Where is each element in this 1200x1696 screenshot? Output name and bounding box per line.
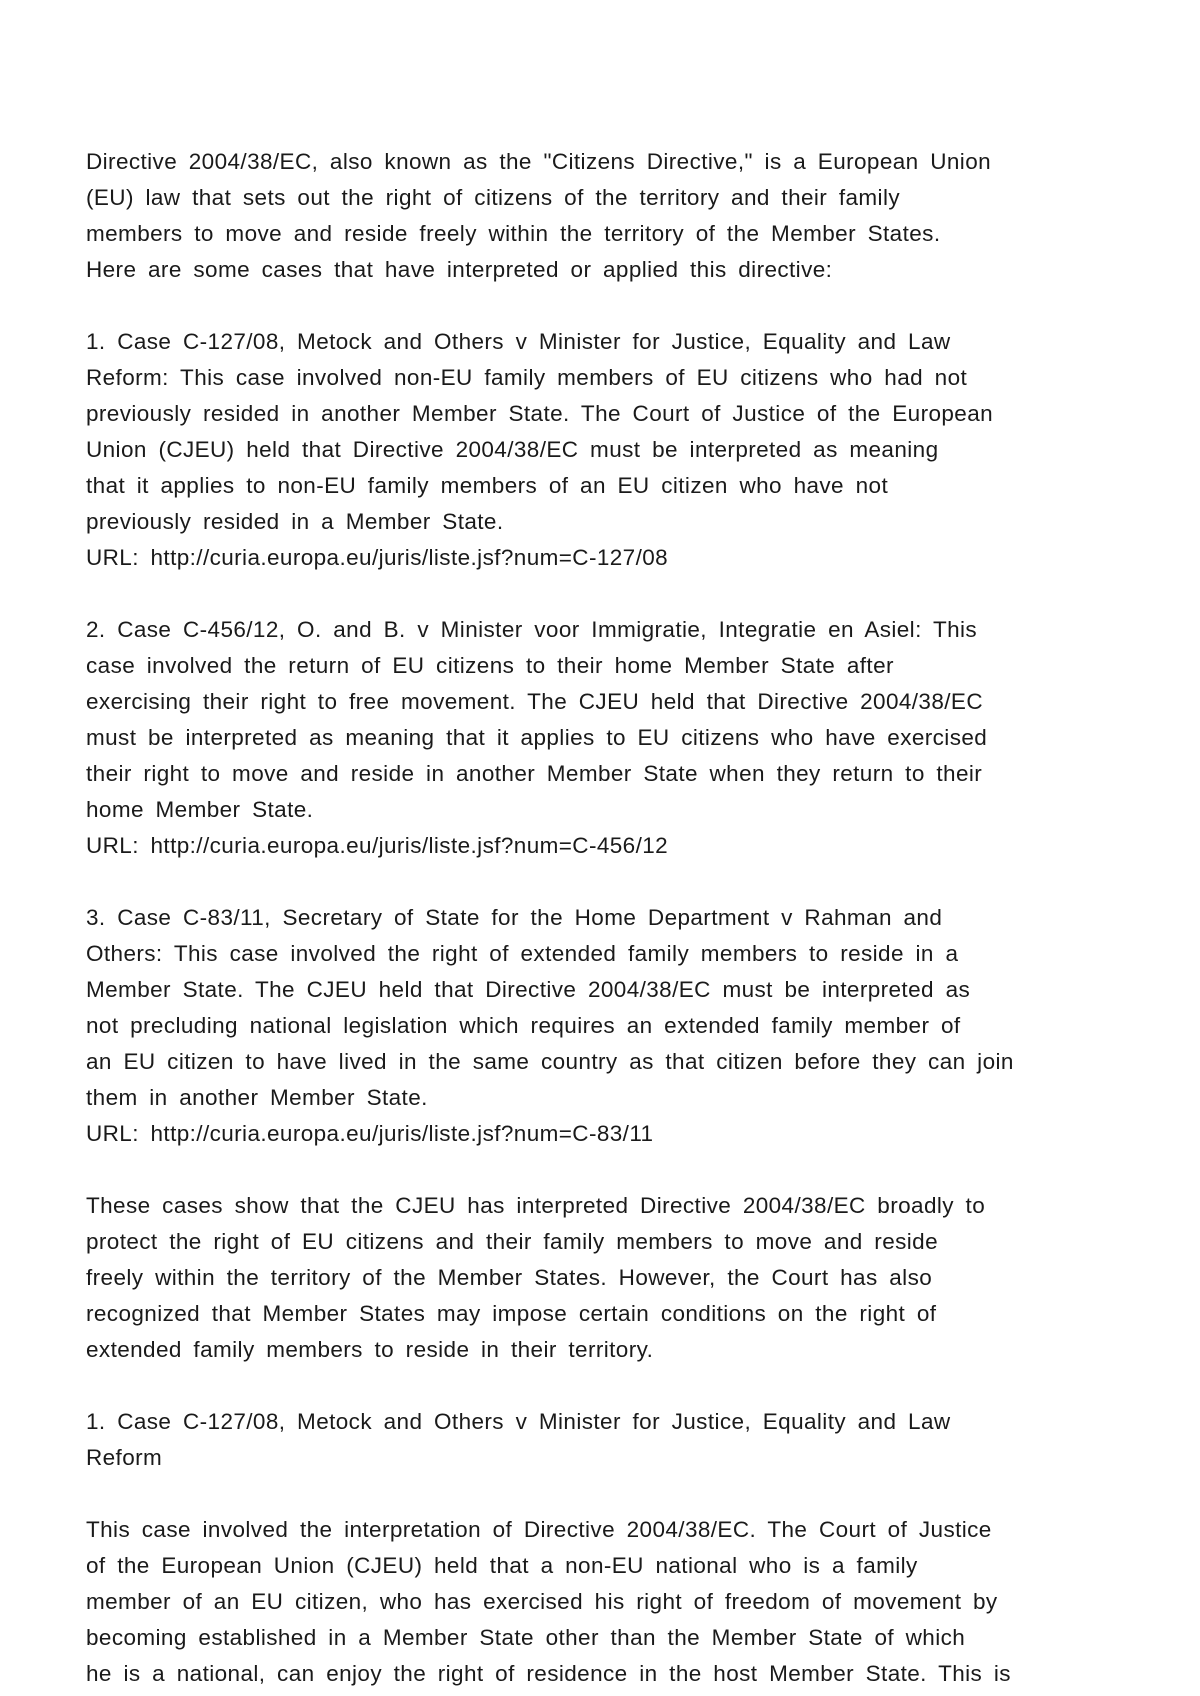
text-line: Directive 2004/38/EC, also known as the "Citizens Directive," is a European Union	[86, 149, 992, 174]
text-line: 1. Case C-127/08, Metock and Others v Minister for Justice, Equality and Law	[86, 1409, 951, 1434]
text-line: freely within the territory of the Member States. However, the Court has also	[86, 1265, 933, 1290]
case-1-detail-paragraph	[86, 1512, 1086, 1692]
text-line: (EU) law that sets out the right of citizens of the territory and their family	[86, 185, 900, 210]
text-line: These cases show that the CJEU has interpreted Directive 2004/38/EC broadly to	[86, 1193, 986, 1218]
document-page	[86, 144, 1086, 1692]
text-line: protect the right of EU citizens and their family members to move and reside	[86, 1229, 938, 1254]
case-3-url: URL: http://curia.europa.eu/juris/liste.jsf?num=C-83/11	[86, 1121, 654, 1146]
text-line: must be interpreted as meaning that it applies to EU citizens who have exercised	[86, 725, 988, 750]
text-line: recognized that Member States may impose certain conditions on the right of	[86, 1301, 937, 1326]
paragraph-gap	[86, 576, 1086, 612]
text-line: home Member State.	[86, 797, 314, 822]
text-line: them in another Member State.	[86, 1085, 428, 1110]
text-line: members to move and reside freely within the territory of the Member States.	[86, 221, 941, 246]
text-line: Member State. The CJEU held that Directive 2004/38/EC must be interpreted as	[86, 977, 971, 1002]
text-line: their right to move and reside in another Member State when they return to their	[86, 761, 983, 786]
text-line: Union (CJEU) held that Directive 2004/38/EC must be interpreted as meaning	[86, 437, 939, 462]
text-line: Here are some cases that have interpreted or applied this directive:	[86, 257, 833, 282]
text-line: not precluding national legislation which requires an extended family member of	[86, 1013, 961, 1038]
paragraph-gap	[86, 288, 1086, 324]
paragraph-gap	[86, 1476, 1086, 1512]
text-line: that it applies to non-EU family members of an EU citizen who have not	[86, 473, 889, 498]
paragraph-gap	[86, 864, 1086, 900]
case-3-paragraph	[86, 900, 1086, 1152]
text-line: an EU citizen to have lived in the same country as that citizen before they can join	[86, 1049, 1014, 1074]
case-1-url: URL: http://curia.europa.eu/juris/liste.jsf?num=C-127/08	[86, 545, 669, 570]
case-2-url: URL: http://curia.europa.eu/juris/liste.jsf?num=C-456/12	[86, 833, 669, 858]
text-line: Reform	[86, 1445, 163, 1470]
intro-paragraph	[86, 144, 1086, 288]
text-line: Reform: This case involved non-EU family members of EU citizens who had not	[86, 365, 968, 390]
case-1-paragraph	[86, 324, 1086, 576]
text-line: previously resided in another Member State. The Court of Justice of the European	[86, 401, 994, 426]
conclusion-paragraph	[86, 1188, 1086, 1368]
case-1-heading	[86, 1404, 1086, 1476]
text-line: Others: This case involved the right of extended family members to reside in a	[86, 941, 959, 966]
text-line: member of an EU citizen, who has exercised his right of freedom of movement by	[86, 1589, 998, 1614]
text-line: This case involved the interpretation of Directive 2004/38/EC. The Court of Justice	[86, 1517, 992, 1542]
text-line: 2. Case C-456/12, O. and B. v Minister voor Immigratie, Integratie en Asiel: This	[86, 617, 978, 642]
text-line: extended family members to reside in their territory.	[86, 1337, 654, 1362]
text-line: 3. Case C-83/11, Secretary of State for the Home Department v Rahman and	[86, 905, 943, 930]
text-line: exercising their right to free movement. The CJEU held that Directive 2004/38/EC	[86, 689, 983, 714]
text-line: he is a national, can enjoy the right of residence in the host Member State. This is	[86, 1661, 1011, 1686]
text-line: 1. Case C-127/08, Metock and Others v Minister for Justice, Equality and Law	[86, 329, 951, 354]
text-line: of the European Union (CJEU) held that a non-EU national who is a family	[86, 1553, 918, 1578]
text-line: case involved the return of EU citizens to their home Member State after	[86, 653, 894, 678]
text-line: becoming established in a Member State other than the Member State of which	[86, 1625, 966, 1650]
case-2-paragraph	[86, 612, 1086, 864]
paragraph-gap	[86, 1152, 1086, 1188]
text-line: previously resided in a Member State.	[86, 509, 504, 534]
paragraph-gap	[86, 1368, 1086, 1404]
